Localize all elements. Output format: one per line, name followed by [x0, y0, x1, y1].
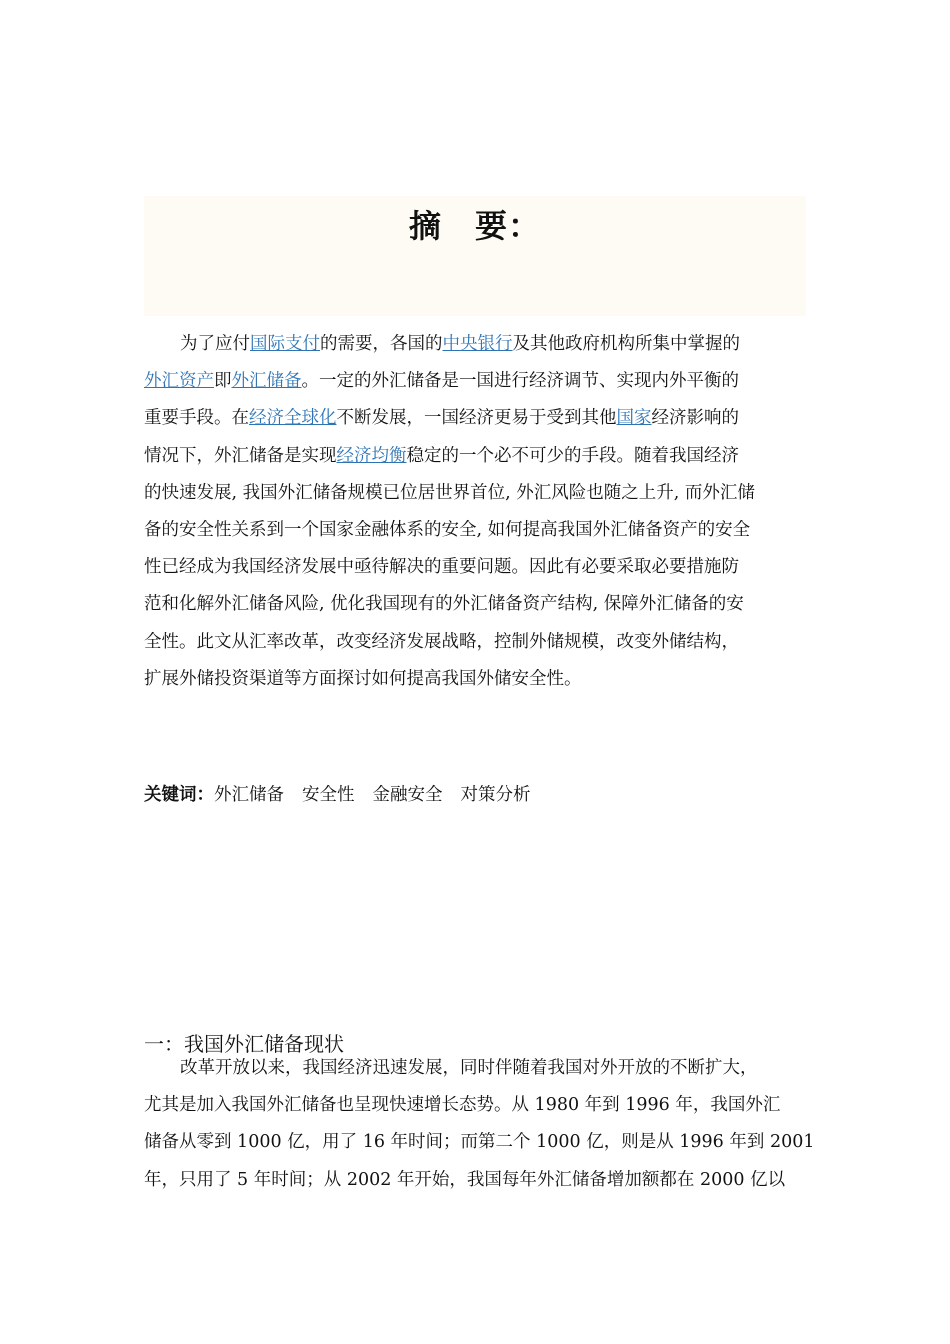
paragraph-line: 尤其是加入我国外汇储备也呈现快速增长态势。从 1980 年到 1996 年，我国外汇 [144, 1095, 781, 1116]
section-paragraph [144, 1050, 814, 1199]
section-heading: 一：我国外汇储备现状 [144, 1032, 344, 1056]
inline-link[interactable]: 外汇资产 [144, 371, 214, 392]
keyword: 金融安全 [372, 785, 443, 805]
paragraph-line [144, 363, 755, 400]
paragraph-line [144, 661, 755, 698]
text-run: 经济影响的 [651, 408, 739, 429]
keyword: 外汇储备 [214, 785, 284, 805]
text-run: 即 [214, 371, 232, 392]
text-run: 扩展外储投资渠道等方面探讨如何提高我国外储安全性。 [144, 668, 582, 689]
paragraph-line: 储备从零到 1000 亿，用了 16 年时间；而第二个 1000 亿，则是从 1996 年到 2001 [144, 1132, 815, 1153]
text-run: 。一定的外汇储备是一国进行经济调节、实现内外平衡的 [301, 371, 739, 392]
text-run: 稳定的一个必不可少的手段。随着我国经济 [406, 445, 739, 466]
paragraph-line [144, 475, 755, 512]
paragraph-line [144, 326, 755, 363]
inline-link[interactable]: 经济均衡 [336, 445, 407, 466]
inline-link[interactable]: 中央银行 [442, 334, 513, 354]
text-run: 全性。此文从汇率改革，改变经济发展战略，控制外储规模，改变外储结构， [144, 631, 739, 652]
text-run: 范和化解外汇储备风险, 优化我国现有的外汇储备资产结构, 保障外汇储备的安 [144, 594, 744, 615]
keyword: 安全性 [302, 785, 355, 805]
text-run: 及其他政府机构所集中掌握的 [512, 334, 740, 354]
inline-link[interactable]: 国际支付 [250, 334, 320, 354]
paragraph-line [144, 438, 755, 475]
paragraph-line [144, 586, 755, 623]
text-run: 的快速发展, 我国外汇储备规模已位居世界首位, 外汇风险也随之上升, 而外汇储 [144, 482, 755, 503]
text-run: 的需要，各国的 [320, 334, 443, 354]
abstract-title: 摘 要： [408, 207, 541, 245]
abstract-title-box [144, 196, 806, 316]
text-run: 情况下，外汇储备是实现 [144, 445, 337, 466]
paragraph-line [144, 624, 755, 661]
text-run: 性已经成为我国经济发展中亟待解决的重要问题。因此有必要采取必要措施防 [144, 557, 739, 578]
paragraph-line: 年，只用了 5 年时间；从 2002 年开始，我国每年外汇储备增加额都在 2000 亿以 [144, 1169, 786, 1190]
inline-link[interactable]: 经济全球化 [249, 408, 337, 429]
text-run: 不断发展，一国经济更易于受到其他 [336, 408, 617, 429]
text-run: 重要手段。在 [144, 408, 249, 429]
keywords-label: 关键词： [144, 785, 214, 805]
paragraph-line [144, 512, 755, 549]
keyword: 对策分析 [460, 785, 531, 805]
inline-link[interactable]: 外汇储备 [231, 371, 302, 392]
paragraph-line: 改革开放以来，我国经济迅速发展，同时伴随着我国对外开放的不断扩大， [180, 1058, 758, 1078]
keywords-line [144, 780, 549, 810]
abstract-paragraph [144, 326, 755, 698]
inline-link[interactable]: 国家 [616, 408, 652, 429]
paragraph-line [144, 549, 755, 586]
paragraph-line [144, 400, 755, 437]
text-run: 备的安全性关系到一个国家金融体系的安全, 如何提高我国外汇储备资产的安全 [144, 519, 751, 540]
text-run: 为了应付 [180, 334, 250, 354]
